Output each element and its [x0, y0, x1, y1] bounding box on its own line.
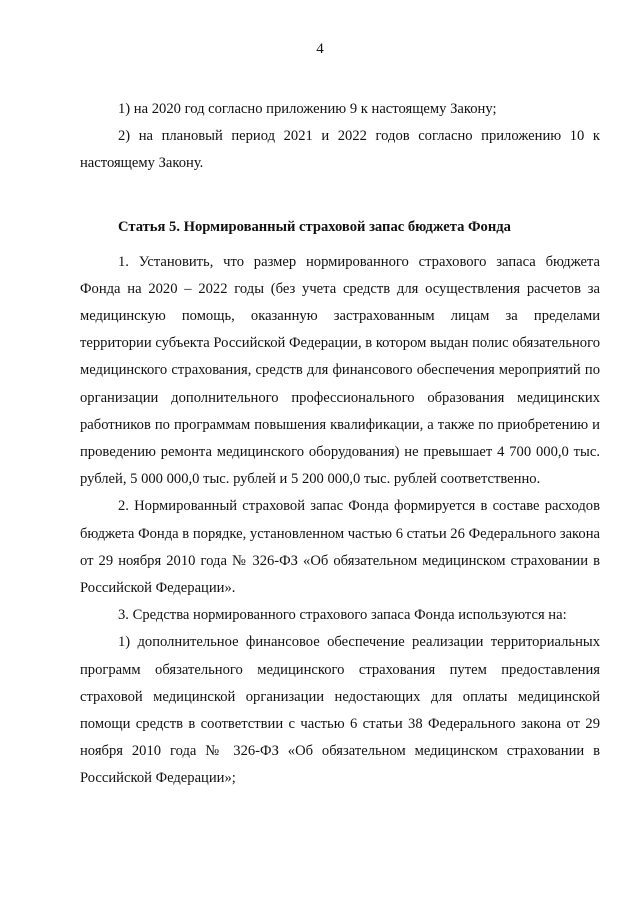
list-item-planning-period: 2) на плановый период 2021 и 2022 годов согласно приложению 10 к настоящему Закону. [80, 128, 600, 172]
list-item-additional-financing: 1) дополнительное финансовое обеспечение реализации территориальных программ обязательного медицинского страхования путем предоставления страховой медицинской организации недостающих для оплаты медицинской помощи средств в соответствии с частью 6 статьи 38 Федерального закона от 29 ноября 2010 года № 326-ФЗ «Об обязательном медицинском страховании в Российской Федерации»; [80, 634, 600, 787]
paragraph-reserve-size: 1. Установить, что размер нормированного страхового запаса бюджета Фонда на 2020 – 2022 годы (без учета средств для осуществления расчетов за медицинскую помощь, оказанную застрахованным лицам за пределами территории субъекта Российской Федерации, в котором выдан полис обязательного медицинского страхования, средств для финансового обеспечения мероприятий по организации дополнительного профессионального образования медицинских работников по программам повышения квалификации, а также по приобретению и проведению ремонта медицинского оборудования) не превышает 4 700 000,0 тыс. рублей, 5 000 000,0 тыс. рублей и 5 200 000,0 тыс. рублей соответственно. [80, 253, 600, 488]
article-heading: Статья 5. Нормированный страховой запас бюджета Фонда [118, 218, 511, 235]
paragraph-reserve-usage: 3. Средства нормированного страхового запаса Фонда используются на: [118, 607, 567, 624]
page-number: 4 [316, 41, 324, 57]
document-body [80, 96, 600, 793]
paragraph-reserve-formation: 2. Нормированный страховой запас Фонда формируется в составе расходов бюджета Фонда в порядке, установленном частью 6 статьи 26 Федерального закона от 29 ноября 2010 года № 326-ФЗ «Об обязательном медицинском страховании в Российской Федерации». [80, 498, 600, 597]
list-item-2020: 1) на 2020 год согласно приложению 9 к настоящему Закону; [118, 101, 497, 117]
